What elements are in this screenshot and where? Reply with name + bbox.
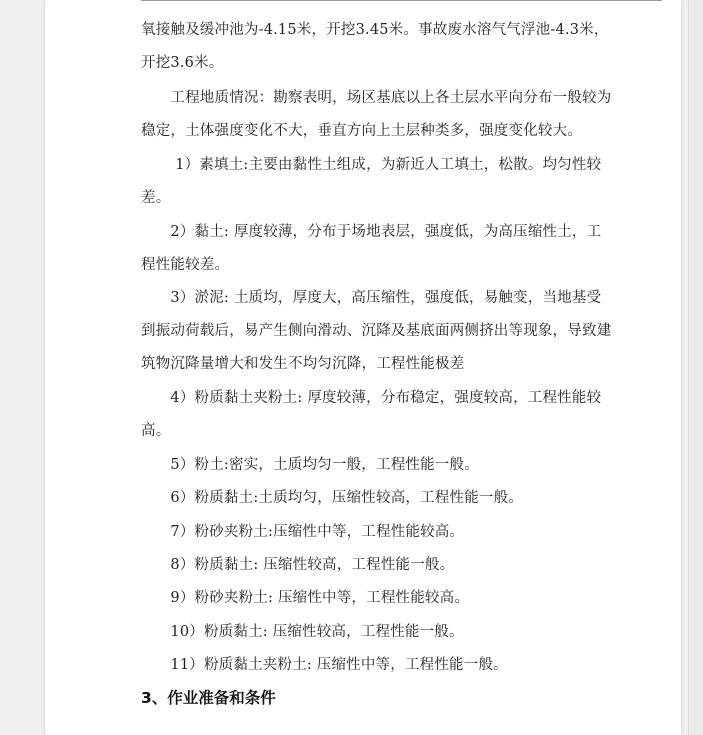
text-line: 开挖3.6米。: [141, 55, 224, 71]
text-line: 6）粉质黏土:土质均匀，压缩性较高，工程性能一般。: [141, 490, 524, 506]
soil-item-10: [141, 616, 662, 649]
soil-item-6: [141, 482, 662, 515]
text-line: 3）淤泥: 土质均，厚度大，高压缩性，强度低，易触变，当地基受: [141, 290, 602, 306]
text-line: 9）粉砂夹粉土: 压缩性中等，工程性能较高。: [141, 590, 470, 606]
geology-paragraph: [141, 82, 662, 148]
text-line: 程性能较差。: [141, 257, 230, 273]
soil-item-9: [141, 582, 662, 615]
text-line: 差。: [141, 190, 171, 206]
text-line: 10）粉质黏土: 压缩性较高，工程性能一般。: [141, 624, 464, 640]
soil-item-2: [141, 216, 662, 282]
text-line: 高。: [141, 423, 171, 439]
left-gutter: [0, 0, 45, 735]
text-line: 筑物沉降量增大和发生不均匀沉降，工程性能极差: [141, 356, 465, 372]
intro-paragraph: [141, 14, 662, 80]
text-line: 4）粉质黏土夹粉土: 厚度较薄，分布稳定，强度较高，工程性能较: [141, 390, 602, 406]
text-line: 8）粉质黏土: 压缩性较高，工程性能一般。: [141, 557, 455, 573]
soil-item-4: [141, 382, 662, 448]
text-line: 到振动荷载后，易产生侧向滑动、沉降及基底面两侧挤出等现象，导致建: [141, 323, 612, 339]
soil-item-3: [141, 282, 662, 381]
text-line: 稳定，土体强度变化不大，垂直方向上土层种类多，强度变化较大。: [141, 123, 582, 139]
soil-item-5: [141, 449, 662, 482]
text-line: 氧接触及缓冲池为-4.15米，开挖3.45米。事故废水溶气气浮池-4.3米，: [141, 22, 609, 38]
text-line: 工程地质情况：勘察表明，场区基底以上各土层水平向分布一般较为: [141, 90, 612, 106]
text-line: 1）素填土:主要由黏性土组成，为新近人工填土，松散。均匀性较: [141, 157, 602, 173]
header-rule: [141, 0, 662, 1]
text-line: 11）粉质黏土夹粉土: 压缩性中等，工程性能一般。: [141, 657, 508, 673]
text-line: 5）粉土:密实，土质均匀一般，工程性能一般。: [141, 457, 479, 473]
soil-item-7: [141, 516, 662, 549]
text-line: 2）黏土: 厚度较薄，分布于场地表层，强度低，为高压缩性土，工: [141, 224, 602, 240]
soil-item-1: [141, 149, 662, 215]
text-line: 7）粉砂夹粉土:压缩性中等，工程性能较高。: [141, 524, 465, 540]
soil-item-8: [141, 549, 662, 582]
document-page: [45, 0, 681, 735]
soil-item-11: [141, 649, 662, 682]
scrollbar-track[interactable]: [688, 0, 703, 735]
section-heading: 3、作业准备和条件: [141, 689, 276, 707]
